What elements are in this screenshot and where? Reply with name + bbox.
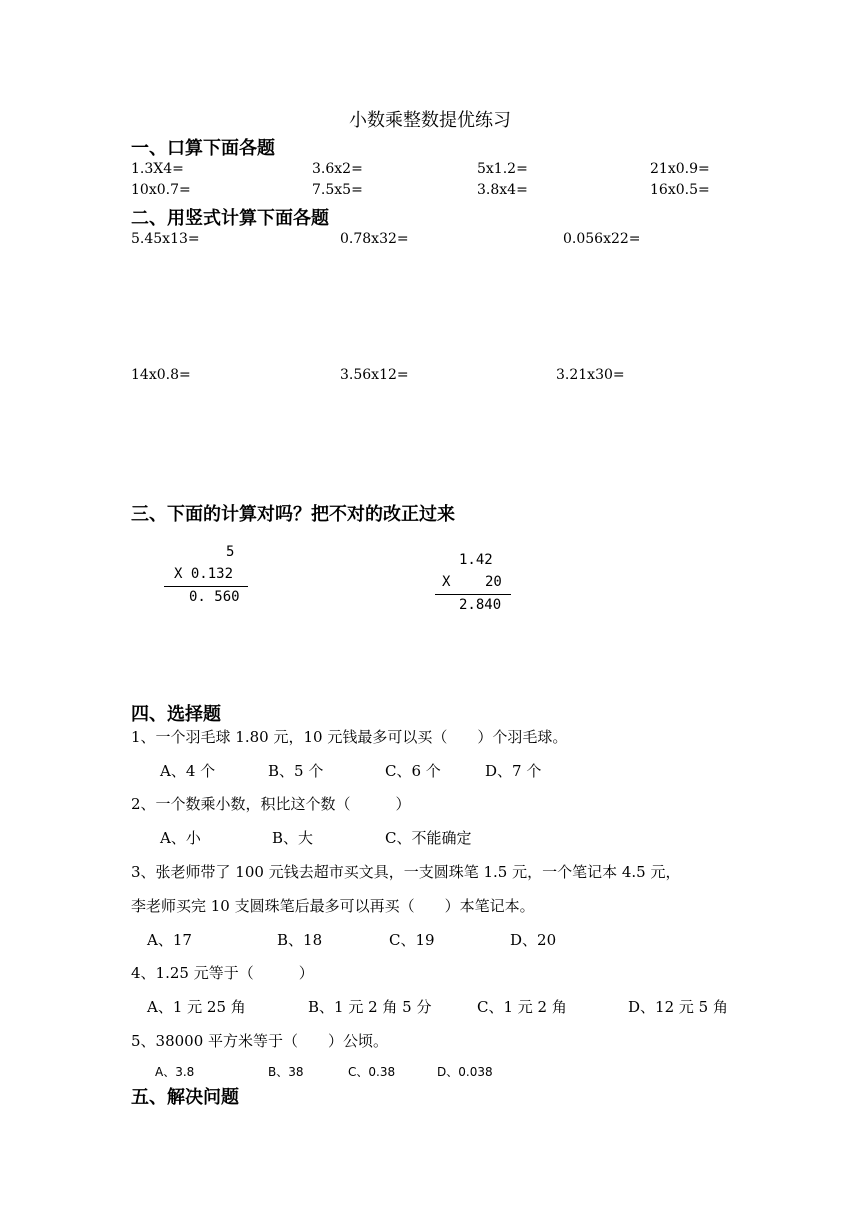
q3-option: C、19 [389,931,435,949]
q1-option: A、4 个 [160,762,216,780]
calc2-multiplicand: 1.42 [459,552,493,568]
q5-option: A、3.8 [155,1065,195,1079]
calc2-multiplier: 20 [485,574,502,590]
q2-option: B、大 [272,829,314,847]
q3-option: D、20 [510,931,557,949]
oral-problem: 16x0.5= [650,182,710,198]
vertical-problem: 5.45x13= [131,231,200,247]
calc2-line [435,594,511,595]
calc1-multiplicand: 5 [226,544,235,560]
q5-option: B、38 [268,1065,304,1079]
oral-problem: 1.3X4= [131,161,184,177]
vertical-problem: 0.78x32= [340,231,409,247]
vertical-problem: 14x0.8= [131,367,191,383]
q2-option: A、小 [160,829,201,847]
q3-option: B、18 [277,931,323,949]
q4-option: C、1 元 2 角 [477,998,567,1016]
vertical-problem: 0.056x22= [563,231,641,247]
section-2-heading: 二、用竖式计算下面各题 [131,208,329,229]
q1-option: C、6 个 [385,762,441,780]
question-3-line-1: 3、张老师带了 100 元钱去超市买文具，一支圆珠笔 1.5 元，一个笔记本 4.5 元， [131,863,681,881]
calc2-result: 2.840 [459,597,502,613]
page-title: 小数乘整数提优练习 [349,110,511,131]
oral-problem: 7.5x5= [312,182,363,198]
q2-option: C、不能确定 [385,829,472,847]
vertical-problem: 3.56x12= [340,367,409,383]
question-3-line-2: 李老师买完 10 支圆珠笔后最多可以再买（ ）本笔记本。 [131,897,535,915]
q3-option: A、17 [147,931,192,949]
oral-problem: 5x1.2= [477,161,528,177]
q1-option: B、5 个 [268,762,324,780]
section-5-heading: 五、解决问题 [131,1087,239,1108]
question-2: 2、一个数乘小数，积比这个数（ ） [131,795,411,813]
oral-problem: 10x0.7= [131,182,191,198]
q4-option: B、1 元 2 角 5 分 [308,998,432,1016]
q5-option: D、0.038 [437,1065,493,1079]
q5-option: C、0.38 [348,1065,396,1079]
calc1-line [164,586,248,587]
q4-option: D、12 元 5 角 [628,998,728,1016]
q4-option: A、1 元 25 角 [147,998,246,1016]
vertical-problem: 3.21x30= [556,367,625,383]
section-3-heading: 三、下面的计算对吗？把不对的改正过来 [131,504,455,525]
section-4-heading: 四、选择题 [131,704,221,725]
oral-problem: 3.8x4= [477,182,528,198]
calc1-multiplier: X 0.132 [174,566,234,582]
question-1: 1、一个羽毛球 1.80 元，10 元钱最多可以买（ ）个羽毛球。 [131,728,568,746]
section-1-heading: 一、口算下面各题 [131,138,275,159]
question-5: 5、38000 平方米等于（ ）公顷。 [131,1032,389,1050]
oral-problem: 3.6x2= [312,161,363,177]
calc1-result: 0. 560 [189,589,240,605]
calc2-multiply-sign: X [442,574,451,590]
q1-option: D、7 个 [485,762,542,780]
question-4: 4、1.25 元等于（ ） [131,964,314,982]
oral-problem: 21x0.9= [650,161,710,177]
